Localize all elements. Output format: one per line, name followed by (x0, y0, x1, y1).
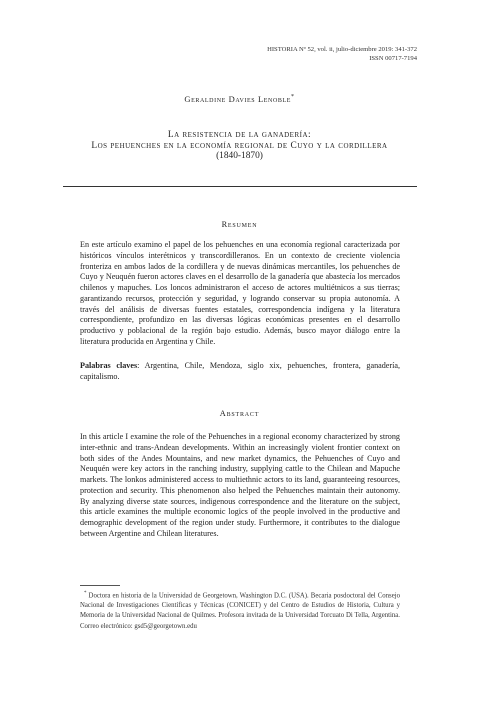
title-line-2: Los pehuenches en la economía regional de Cuyo y la cordillera (91, 140, 388, 151)
resumen-body: En este artículo examino el papel de los pehuenches en una economía regional caracterizada por históricos vínculos interétnicos y transcordilleranos. En un contexto de creciente violencia fronteriza en ambos lados de la cordillera y de nuevas dinámicas mercantiles, los pehuenches de Cuyo y Neuquén fueron actores claves en el desarrollo de la ganadería que abastecía los mercados chilenos y mapuches. Los loncos administraron el acceso de actores multiétnicos a sus tierras; garantizando recursos, protección y seguridad, y logrando conservar su propia autonomía. A través del análisis de diversas fuentes estatales, correspondencia indígena y la literatura correspondiente, profundizo en las diversas lógicas económicas presentes en el desarrollo productivo y poblacional de la región bajo estudio. Además, busco mayor diálogo entre la literatura producida en Argentina y Chile. (80, 240, 400, 346)
keywords-label: Palabras claves (80, 361, 138, 370)
author-footnote (80, 589, 400, 632)
title-line-1: La resistencia de la ganadería: (167, 130, 312, 140)
author-name-text: Geraldine Davies Lenoble (184, 94, 292, 104)
title-divider (63, 186, 417, 187)
abstract-heading: Abstract (219, 409, 260, 418)
footnote-mark: * (84, 591, 87, 596)
title-line-3: (1840-1870) (216, 151, 263, 162)
journal-header (157, 45, 417, 63)
keywords (80, 361, 400, 383)
journal-citation: HISTORIA Nº 52, vol. ii, julio-diciembre 2019: 341-372 (267, 46, 417, 53)
author-note-mark: * (291, 94, 295, 101)
issn: ISSN 00717-7194 (369, 55, 417, 62)
footnote-text: Doctora en historia de la Universidad de Georgetown, Washington D.C. (USA). Becaria posdoctoral del Consejo Nacional de Investigaciones Científicas y Técnicas (CONICET) y del Centro de Estudios de Historia, Cultura y Memoria de la Universidad Nacional de Quilmes. Profesora invitada de la Universidad Torcuato Di Tella, Argentina. Correo electrónico: gsd5@georgetown.edu (80, 592, 400, 630)
author-name (0, 94, 479, 104)
abstract-body: In this article I examine the role of the Pehuenches in a regional economy characterized by strong inter-ethnic and trans-Andean developments. Within an increasingly violent frontier context on both sides of the Andes Mountains, and new market dynamics, the Pehuenches of Cuyo and Neuquén were key actors in the ranching industry, supplying cattle to the Chilean and Mapuche markets. The lonkos administered access to multiethnic actors to its land, guaranteeing resources, protection and security. This phenomenon also helped the Pehuenches maintain their autonomy. By analyzing diverse state sources, indigenous correspondence and the literature on the subject, this article examines the multiple economic logics of the people involved in the productive and demographic development of the region under study. Furthermore, it contributes to the dialogue between Argentine and Chilean literatures. (80, 432, 400, 538)
keywords-text: : Argentina, Chile, Mendoza, siglo xix, pehuenches, frontera, ganadería, capitalismo. (80, 361, 401, 381)
footnote-divider (80, 585, 120, 586)
resumen-heading: Resumen (221, 220, 258, 229)
article-title (0, 130, 479, 162)
